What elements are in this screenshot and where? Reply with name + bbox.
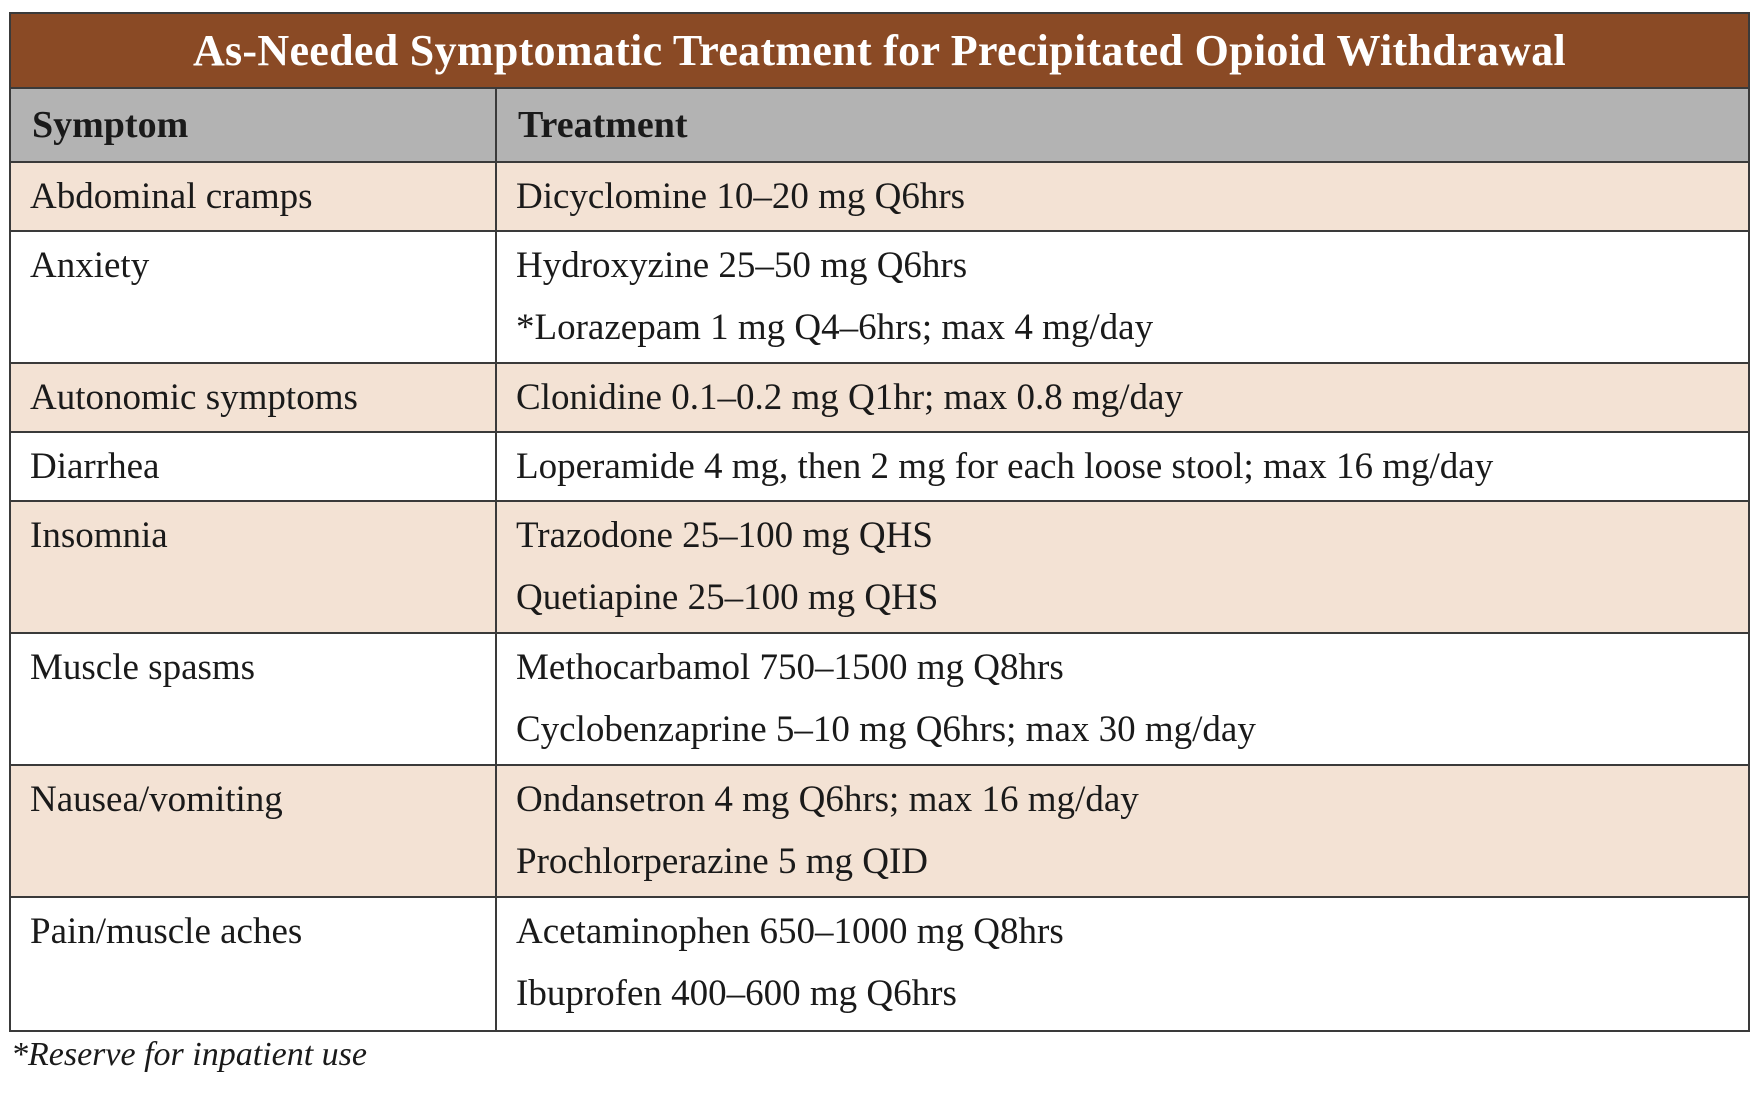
symptom-cell: Diarrhea bbox=[30, 446, 160, 487]
treatment-line: Prochlorperazine 5 mg QID bbox=[516, 841, 929, 882]
table-row bbox=[11, 433, 1748, 502]
table-row bbox=[11, 232, 1748, 364]
symptom-cell: Muscle spasms bbox=[30, 647, 256, 688]
symptom-cell: Autonomic symptoms bbox=[30, 377, 358, 418]
footnote: *Reserve for inpatient use bbox=[11, 1036, 367, 1073]
table-row bbox=[11, 634, 1748, 766]
treatment-line: Trazodone 25–100 mg QHS bbox=[516, 515, 933, 556]
treatment-table bbox=[9, 12, 1750, 1032]
treatment-line: Hydroxyzine 25–50 mg Q6hrs bbox=[516, 245, 968, 286]
symptom-cell: Anxiety bbox=[30, 245, 150, 286]
treatment-line: Loperamide 4 mg, then 2 mg for each loose stool; max 16 mg/day bbox=[516, 446, 1494, 487]
symptom-cell: Insomnia bbox=[30, 515, 168, 556]
symptom-cell: Pain/muscle aches bbox=[30, 911, 303, 952]
treatment-line: Quetiapine 25–100 mg QHS bbox=[516, 577, 939, 618]
table-row bbox=[11, 163, 1748, 232]
treatment-line: Dicyclomine 10–20 mg Q6hrs bbox=[516, 176, 966, 217]
symptom-cell: Nausea/vomiting bbox=[30, 779, 283, 820]
table-row bbox=[11, 766, 1748, 898]
treatment-line: *Lorazepam 1 mg Q4–6hrs; max 4 mg/day bbox=[516, 307, 1154, 348]
treatment-line: Acetaminophen 650–1000 mg Q8hrs bbox=[516, 911, 1064, 952]
table-header-row bbox=[11, 89, 1748, 163]
treatment-line: Ibuprofen 400–600 mg Q6hrs bbox=[516, 973, 957, 1014]
table-row bbox=[11, 502, 1748, 634]
treatment-line: Methocarbamol 750–1500 mg Q8hrs bbox=[516, 647, 1064, 688]
table-row bbox=[11, 898, 1748, 1030]
table-row bbox=[11, 364, 1748, 433]
treatment-line: Cyclobenzaprine 5–10 mg Q6hrs; max 30 mg/day bbox=[516, 709, 1256, 750]
header-symptom: Symptom bbox=[11, 89, 497, 161]
table-title: As-Needed Symptomatic Treatment for Precipitated Opioid Withdrawal bbox=[11, 14, 1748, 89]
header-treatment: Treatment bbox=[518, 104, 688, 146]
symptom-cell: Abdominal cramps bbox=[30, 176, 313, 217]
treatment-line: Clonidine 0.1–0.2 mg Q1hr; max 0.8 mg/day bbox=[516, 377, 1183, 418]
treatment-line: Ondansetron 4 mg Q6hrs; max 16 mg/day bbox=[516, 779, 1139, 820]
